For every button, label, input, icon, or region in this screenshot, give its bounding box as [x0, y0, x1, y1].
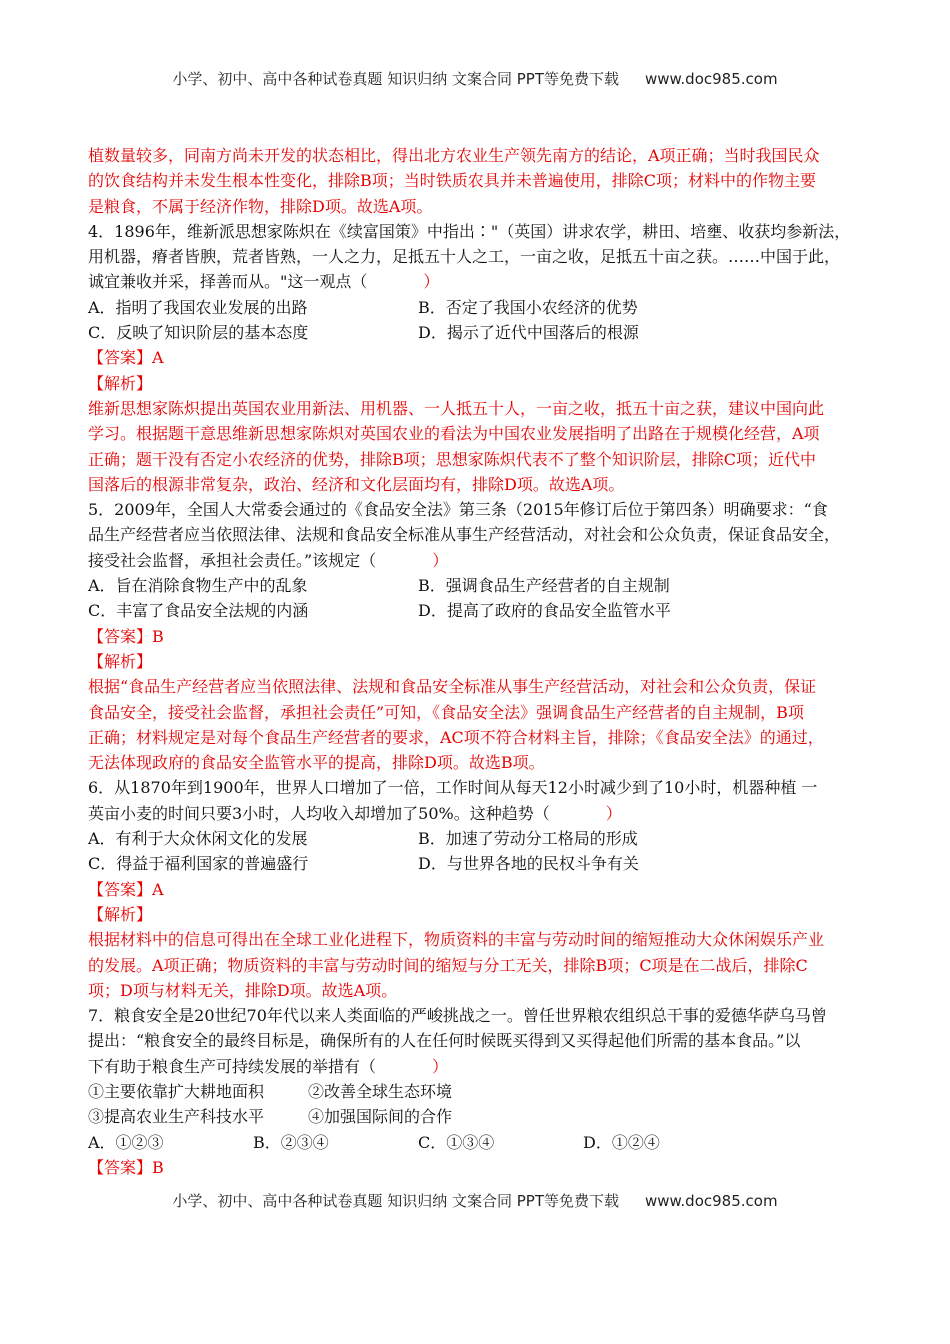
answer-label: 【答案】: [88, 879, 153, 899]
q6-analysis-line: 项；D项与材料无关，排除D项。故选A项。: [88, 980, 398, 1000]
q5-paren: ）: [432, 550, 449, 570]
q4-analysis-line: 正确；题干没有否定小农经济的优势，排除B项；思想家陈炽代表不了整个知识阶层，排除C项；近代中: [88, 449, 817, 469]
q6-answer: [88, 877, 868, 902]
q6-analysis-label: 【解析】: [88, 904, 153, 924]
q5-stem-line: 5．2009年，全国人大常委会通过的《食品安全法》第三条（2015年修订后位于第四条）明确要求：“食: [88, 500, 828, 520]
q5-analysis-line: 食品安全，接受社会监督，承担社会责任”可知，《食品安全法》强调食品生产经营者的自主规制，B项: [88, 702, 804, 722]
q7-stem-text: 下有助于粮食生产可持续发展的举措有（: [88, 1056, 377, 1076]
q5-option-a[interactable]: A．旨在消除食物生产中的乱象: [88, 576, 308, 596]
q4-analysis-label: 【解析】: [88, 373, 153, 393]
q4-stem-line: 4．1896年，维新派思想家陈炽在《续富国策》中指出∶"（英国）讲求农学，耕田、培壅、收获均参新法，: [88, 221, 851, 241]
intro-line: 植数量较多，同南方尚未开发的状态相比，得出北方农业生产领先南方的结论，A项正确；当时我国民众: [88, 146, 820, 165]
q4-option-d[interactable]: D．揭示了近代中国落后的根源: [418, 323, 639, 343]
q6-options-row: [88, 851, 868, 876]
q7-answer: [88, 1155, 868, 1180]
q6-analysis-line: 的发展。A项正确；物质资料的丰富与劳动时间的缩短与分工无关，排除B项；C项是在二战后，排除C: [88, 955, 808, 975]
q7-item-1: ①主要依靠扩大耕地面积: [88, 1081, 265, 1101]
q6-stem-line: [88, 801, 868, 826]
q4-options-row: [88, 295, 868, 320]
q6-option-a[interactable]: A．有利于大众休闲文化的发展: [88, 829, 308, 849]
q5-stem-text: 接受社会监督，承担社会责任。”该规定（: [88, 550, 377, 570]
q7-stem-line: 7．粮食安全是20世纪70年代以来人类面临的严峻挑战之一。曾任世界粮农组织总干事的爱德华萨乌马曾: [88, 1006, 827, 1026]
intro-line: 是粮食，不属于经济作物，排除D项。故选A项。: [88, 196, 433, 216]
header-site[interactable]: www.doc985.com: [644, 70, 778, 88]
q5-options-row: [88, 598, 868, 623]
q4-stem-line: [88, 269, 868, 294]
q6-stem-line: 6．从1870年到1900年，世界人口增加了一倍，工作时间从每天12小时减少到了10小时，机器种植 一: [88, 778, 818, 798]
q4-option-a[interactable]: A．指明了我国农业发展的出路: [88, 297, 308, 317]
q4-options-row: [88, 320, 868, 345]
q7-item-2: ②改善全球生态环境: [308, 1081, 453, 1101]
q4-option-c[interactable]: C．反映了知识阶层的基本态度: [88, 323, 309, 343]
q4-stem-line: 用机器，瘠者皆腴，荒者皆熟，一人之力，足抵五十人之工，一亩之收，足抵五十亩之获。……中国于此，: [88, 247, 841, 267]
q5-option-b[interactable]: B．强调食品生产经营者的自主规制: [418, 576, 670, 596]
page-footer: [0, 1190, 950, 1211]
q7-option-b[interactable]: B．②③④: [253, 1132, 329, 1152]
q7-stem-line: 提出：“粮食安全的最终目标是，确保所有的人在任何时候既买得到又买得起他们所需的基本食品。”以: [88, 1031, 801, 1051]
q7-items-row: [88, 1104, 868, 1129]
document-body: [88, 143, 868, 1180]
q6-option-c[interactable]: C．得益于福利国家的普遍盛行: [88, 854, 309, 874]
header-text: 小学、初中、高中各种试卷真题 知识归纳 文案合同 PPT等免费下载: [172, 70, 619, 88]
q7-item-3: ③提高农业生产科技水平: [88, 1107, 265, 1127]
q5-answer: [88, 624, 868, 649]
q7-stem-line: [88, 1054, 868, 1079]
q5-answer-value: B: [152, 626, 164, 646]
q6-answer-value: A: [152, 879, 164, 899]
intro-line: 的饮食结构并未发生根本性变化，排除B项；当时铁质农具并未普遍使用，排除C项；材料中的作物主要: [88, 171, 817, 191]
q4-analysis-line: 维新思想家陈炽提出英国农业用新法、用机器、一人抵五十人，一亩之收，抵五十亩之获，建议中国向此: [88, 398, 825, 418]
q6-analysis-line: 根据材料中的信息可得出在全球工业化进程下，物质资料的丰富与劳动时间的缩短推动大众休闲娱乐产业: [88, 930, 825, 950]
q5-analysis-line: 根据“食品生产经营者应当依照法律、法规和食品安全标准从事生产经营活动，对社会和公众负责，保证: [88, 677, 817, 697]
answer-label: 【答案】: [88, 348, 153, 368]
q4-answer-value: A: [152, 348, 164, 368]
q4-stem-text: 诚宜兼收并采，择善而从。"这一观点（: [88, 272, 368, 292]
answer-label: 【答案】: [88, 626, 153, 646]
q7-option-d[interactable]: D．①②④: [583, 1132, 660, 1152]
q7-items-row: [88, 1079, 868, 1104]
q7-option-c[interactable]: C．①③④: [418, 1132, 495, 1152]
q7-options-row: [88, 1130, 868, 1155]
q5-analysis-line: 正确；材料规定是对每个食品生产经营者的要求，AC项不符合材料主旨，排除；《食品安全法》的通过，: [88, 727, 824, 747]
q5-analysis-line: 无法体现政府的食品安全监管水平的提高，排除D项。故选B项。: [88, 753, 545, 773]
footer-site[interactable]: www.doc985.com: [644, 1192, 778, 1210]
q4-answer: [88, 345, 868, 370]
q5-option-d[interactable]: D．提高了政府的食品安全监管水平: [418, 601, 671, 621]
answer-label: 【答案】: [88, 1157, 153, 1177]
q6-option-b[interactable]: B．加速了劳动分工格局的形成: [418, 829, 638, 849]
q5-stem-line: 品生产经营者应当依照法律、法规和食品安全标准从事生产经营活动，对社会和公众负责，保证食品安全，: [88, 525, 841, 545]
q5-stem-line: [88, 548, 868, 573]
q4-analysis-line: 国落后的根源非常复杂，政治、经济和文化层面均有，排除D项。故选A项。: [88, 474, 625, 494]
q4-analysis-line: 学习。根据题干意思维新思想家陈炽对英国农业的看法为中国农业发展指明了出路在于规模化经营，A项: [88, 424, 820, 444]
q7-paren: ）: [432, 1056, 449, 1076]
q6-options-row: [88, 826, 868, 851]
q6-stem-text: 英亩小麦的时间只要3小时，人均收入却增加了50%。这种趋势（: [88, 803, 550, 823]
page-header: [0, 68, 950, 89]
q5-analysis-label: 【解析】: [88, 651, 153, 671]
q4-option-b[interactable]: B．否定了我国小农经济的优势: [418, 297, 638, 317]
q5-option-c[interactable]: C．丰富了食品安全法规的内涵: [88, 601, 309, 621]
footer-text: 小学、初中、高中各种试卷真题 知识归纳 文案合同 PPT等免费下载: [172, 1192, 619, 1210]
q6-option-d[interactable]: D．与世界各地的民权斗争有关: [418, 854, 639, 874]
q7-item-4: ④加强国际间的合作: [308, 1107, 453, 1127]
q7-option-a[interactable]: A．①②③: [88, 1132, 164, 1152]
q7-answer-value: B: [152, 1157, 164, 1177]
q6-paren: ）: [605, 803, 622, 823]
q5-options-row: [88, 573, 868, 598]
q4-paren: ）: [423, 272, 440, 292]
